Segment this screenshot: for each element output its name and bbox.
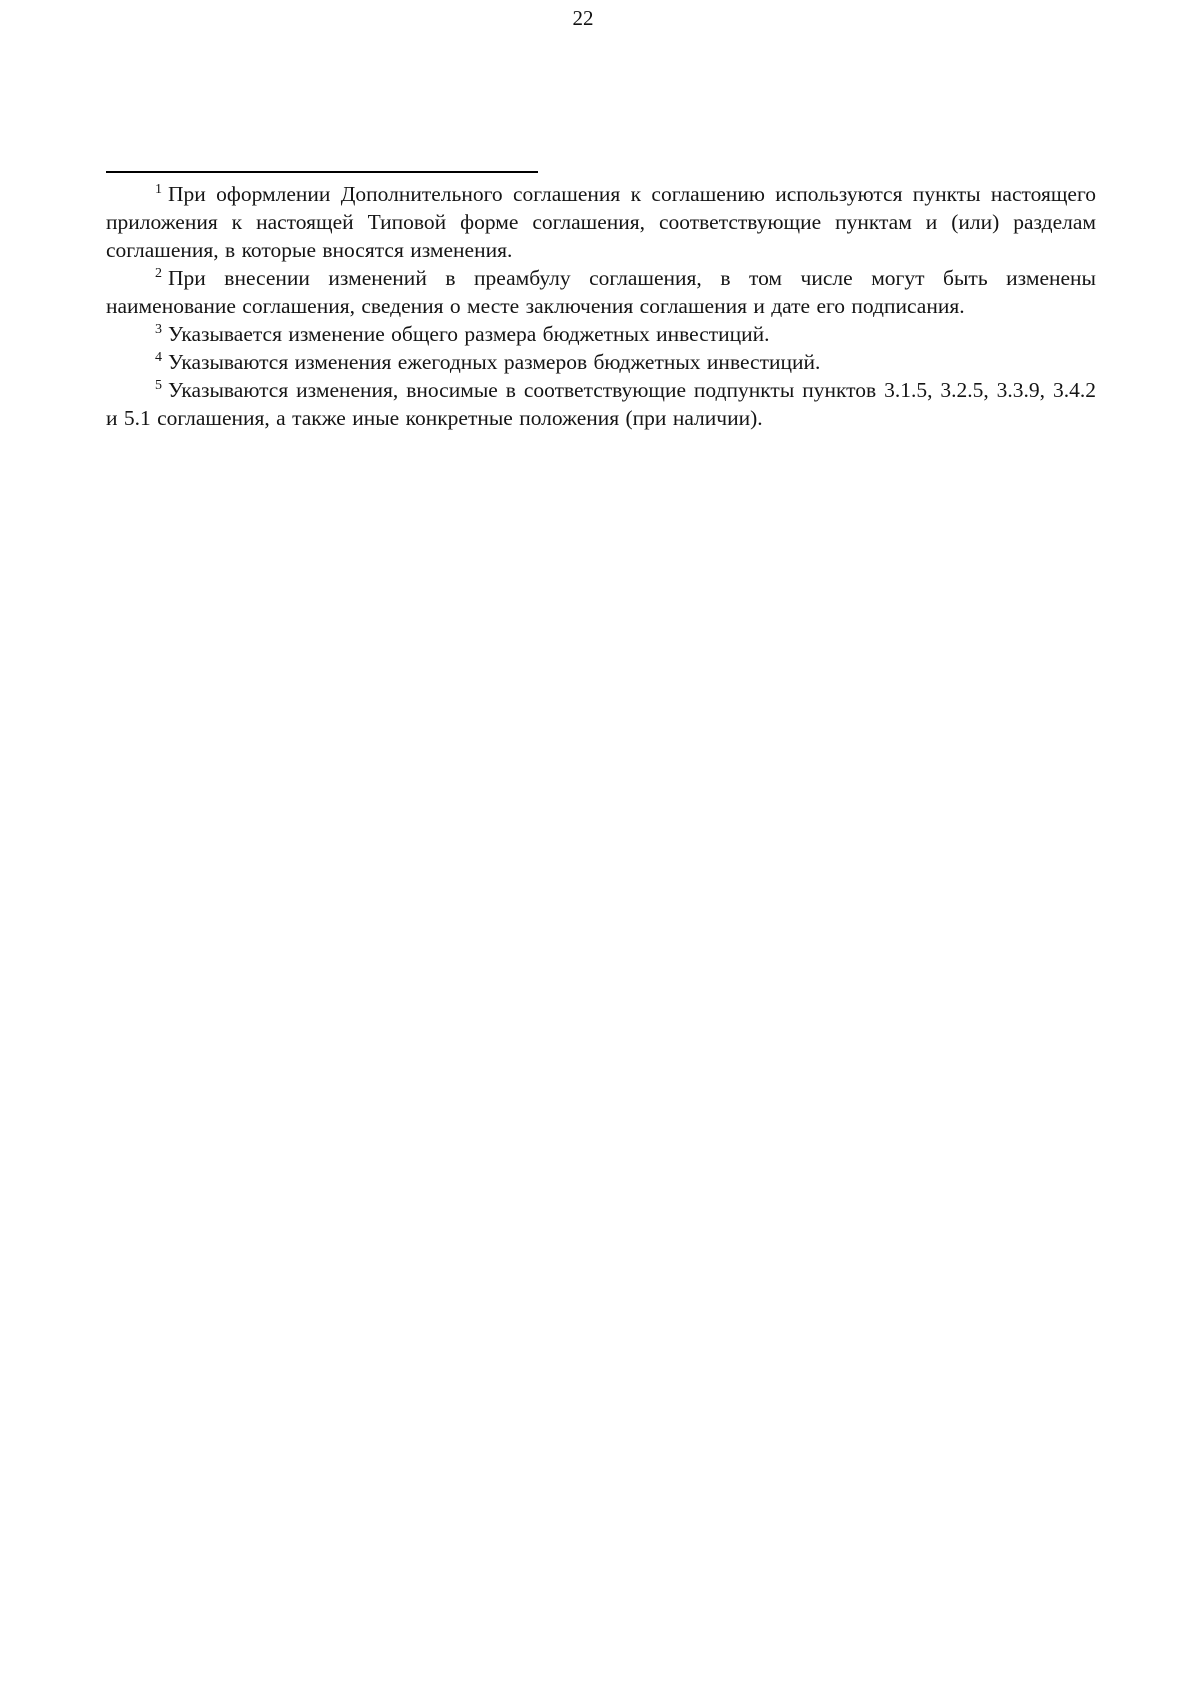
footnote-2-text: При внесении изменений в преамбулу соглашения, в том числе могут быть изменены наименование соглашения, сведения о месте заключения соглашения и дате его подписания. — [106, 266, 1096, 318]
footnote-1-text: При оформлении Дополнительного соглашения к соглашению используются пункты настоящего приложения к настоящей Типовой форме соглашения, соответствующие пунктам и (или) разделам соглашения, в которые вносятся изменения. — [106, 182, 1096, 262]
page-number: 22 — [572, 6, 594, 30]
footnote-5 — [106, 376, 1096, 432]
footnote-4-marker: 4 — [155, 349, 162, 365]
footnote-1 — [106, 180, 1096, 264]
footnote-section — [106, 171, 1096, 432]
footnote-4-text: Указываются изменения ежегодных размеров бюджетных инвестиций. — [168, 350, 821, 374]
footnote-5-text: Указываются изменения, вносимые в соответствующие подпункты пунктов 3.1.5, 3.2.5, 3.3.9, 3.4.2 и 5.1 соглашения, а также иные конкретные положения (при наличии). — [106, 378, 1096, 430]
footnote-3-marker: 3 — [155, 321, 162, 337]
footnote-1-marker: 1 — [155, 181, 162, 197]
footnote-3-text: Указывается изменение общего размера бюджетных инвестиций. — [168, 322, 770, 346]
footnote-2-marker: 2 — [155, 265, 162, 281]
footnote-4 — [106, 348, 1096, 376]
footnote-2 — [106, 264, 1096, 320]
footnote-separator-line — [106, 171, 538, 173]
footnote-5-marker: 5 — [155, 377, 162, 393]
footnote-3 — [106, 320, 1096, 348]
